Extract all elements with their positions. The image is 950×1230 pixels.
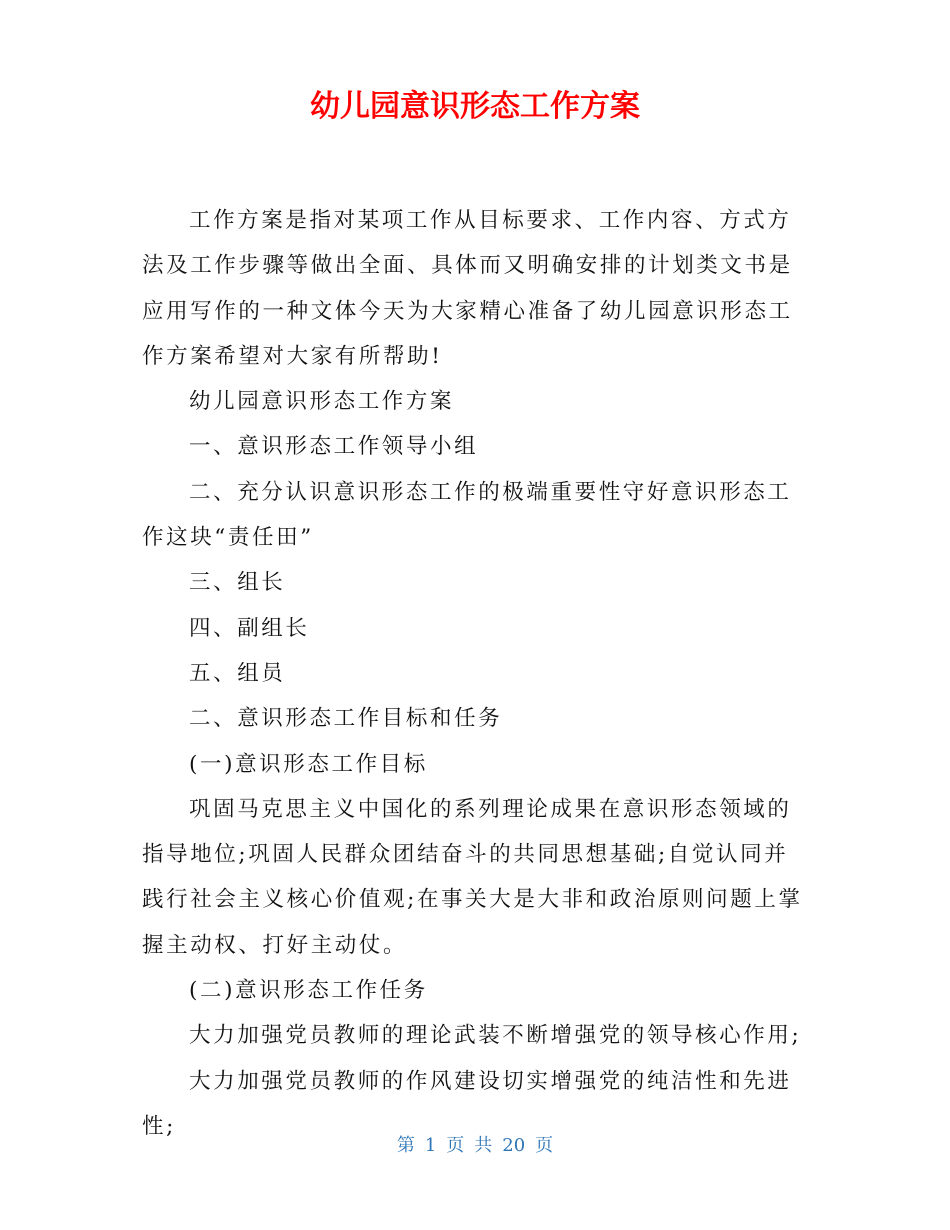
paragraph-intro: 工作方案是指对某项工作从目标要求、工作内容、方式方法及工作步骤等做出全面、具体而又明确安排的计划类文书是应用写作的一种文体今天为大家精心准备了幼儿园意识形态工作方案希望对大家有所帮助! [142, 208, 793, 369]
paragraph-task-2: 大力加强党员教师的作风建设切实增强党的纯洁性和先进性; [142, 1068, 792, 1139]
footer-page-prefix: 第 [396, 1135, 415, 1156]
footer-total-word: 页 [535, 1135, 554, 1156]
document-title: 幼儿园意识形态工作方案 [310, 89, 640, 124]
paragraph-task-subheading: (二)意识形态工作任务 [189, 978, 428, 1004]
paragraph-subtitle: 幼儿园意识形态工作方案 [189, 389, 455, 415]
paragraph-goal-subheading: (一)意识形态工作目标 [189, 751, 428, 777]
page-footer [0, 1134, 950, 1158]
paragraph-section-3: 三、组长 [189, 570, 286, 596]
paragraph-section-4: 四、副组长 [189, 615, 310, 641]
paragraph-section-5: 五、组员 [189, 660, 286, 686]
footer-page-number: 1 [424, 1135, 437, 1156]
document-body [142, 198, 810, 1149]
paragraph-goal-text: 巩固马克思主义中国化的系列理论成果在意识形态领域的指导地位;巩固人民群众团结奋斗的共同思想基础;自觉认同并践行社会主义核心价值观;在事关大是大非和政治原则问题上掌握主动权、打好主动仗。 [142, 796, 803, 958]
paragraph-task-1: 大力加强党员教师的理论武装不断增强党的领导核心作用; [189, 1023, 802, 1049]
footer-total-pages: 20 [502, 1135, 526, 1156]
paragraph-goals-heading: 二、意识形态工作目标和任务 [189, 706, 503, 732]
paragraph-section-2: 二、充分认识意识形态工作的极端重要性守好意识形态工作这块“责任田” [142, 479, 792, 551]
footer-total-prefix: 共 [474, 1135, 493, 1156]
paragraph-section-1: 一、意识形态工作领导小组 [189, 434, 479, 460]
footer-page-word: 页 [446, 1135, 465, 1156]
